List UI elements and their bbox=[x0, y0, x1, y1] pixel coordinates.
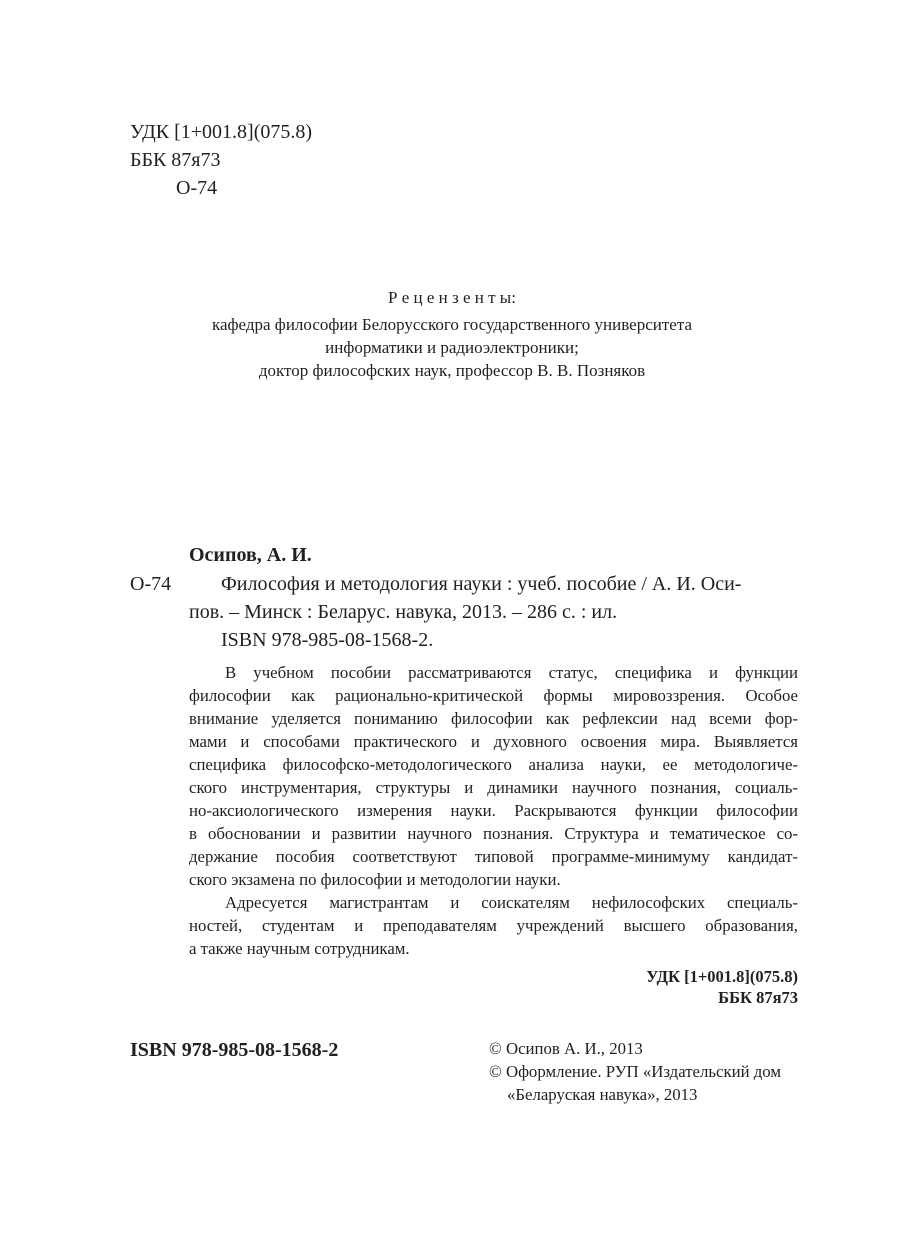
annotation-line: а также научным сотрудникам. bbox=[189, 939, 410, 958]
copyright-design: © Оформление. РУП «Издательский дом bbox=[489, 1062, 781, 1081]
reviewers-heading: Р е ц е н з е н т ы: bbox=[388, 288, 516, 307]
copyright-author: © Осипов А. И., 2013 bbox=[489, 1039, 643, 1058]
author-mark: О-74 bbox=[176, 177, 218, 199]
record-author: Осипов, А. И. bbox=[189, 544, 312, 566]
reviewer-line: информатики и радиоэлектроники; bbox=[325, 338, 579, 357]
annotation-line: но-аксиологического измерения науки. Раскрываются функции философии bbox=[189, 801, 798, 820]
annotation-line: ностей, студентам и преподавателям учреждений высшего образования, bbox=[189, 916, 798, 935]
annotation-line: в обосновании и развитии научного познания. Структура и тематическое со- bbox=[189, 824, 798, 843]
annotation-udk: УДК [1+001.8](075.8) bbox=[646, 967, 798, 986]
reviewer-line: доктор философских наук, профессор В. В. Позняков bbox=[258, 361, 646, 380]
annotation-line: философии как рационально-критической формы мировоззрения. Особое bbox=[189, 686, 798, 705]
copyright-design-continued: «Беларуская навука», 2013 bbox=[507, 1085, 698, 1104]
record-title-line: Философия и методология науки : учеб. пособие / А. И. Оси- bbox=[221, 573, 742, 595]
record-code: О-74 bbox=[130, 573, 172, 595]
annotation bbox=[189, 661, 798, 684]
annotation-line: ского экзамена по философии и методологии науки. bbox=[189, 870, 561, 889]
reviewer-line: кафедра философии Белорусского государственного университета bbox=[211, 315, 693, 334]
annotation-line: ского инструментария, структуры и динамики научного познания, социаль- bbox=[189, 778, 798, 797]
record-title-line: пов. – Минск : Беларус. навука, 2013. – 286 с. : ил. bbox=[189, 601, 618, 623]
annotation-line: В учебном пособии рассматриваются статус, специфика и функции bbox=[225, 663, 798, 682]
record-isbn: ISBN 978-985-08-1568-2. bbox=[221, 629, 434, 651]
bbk-code: ББК 87я73 bbox=[130, 149, 221, 171]
annotation-line: держание пособия соответствуют типовой программе-минимуму кандидат- bbox=[189, 847, 798, 866]
annotation-line: специфика философско-методологического анализа науки, ее методологиче- bbox=[189, 755, 798, 774]
annotation-line: мами и способами практического и духовного освоения мира. Выявляется bbox=[189, 732, 798, 751]
annotation-line: Адресуется магистрантам и соискателям нефилософских специаль- bbox=[225, 893, 798, 912]
annotation-line: внимание уделяется пониманию философии как рефлексии над всеми фор- bbox=[189, 709, 798, 728]
udk-code: УДК [1+001.8](075.8) bbox=[130, 121, 313, 143]
isbn-number: ISBN 978-985-08-1568-2 bbox=[130, 1039, 339, 1061]
annotation-bbk: ББК 87я73 bbox=[718, 988, 798, 1007]
